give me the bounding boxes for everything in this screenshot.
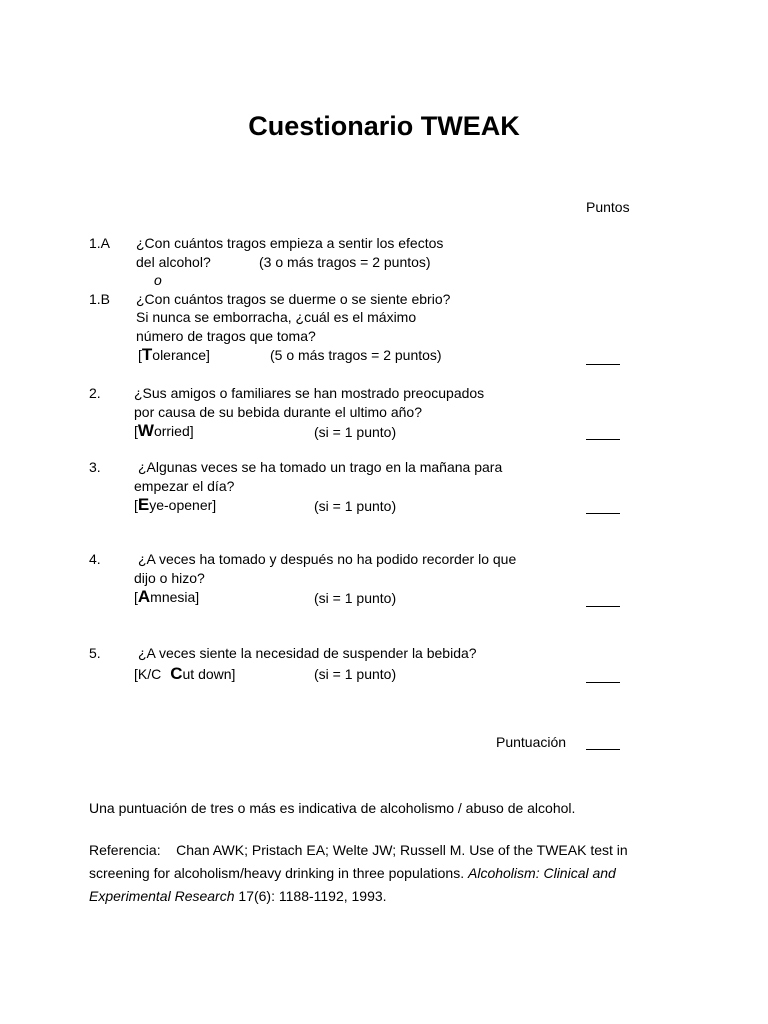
- or-connector: o: [154, 272, 162, 288]
- tag-letter: T: [141, 345, 153, 364]
- q2-line-1: ¿Sus amigos o familiares se han mostrado preocupados: [134, 385, 485, 401]
- points-header: Puntos: [586, 199, 630, 215]
- tag-word: orried]: [153, 423, 194, 439]
- q2-number: 2.: [89, 385, 101, 401]
- total-score-label: Puntuación: [496, 734, 567, 750]
- reference-label: Referencia:: [89, 842, 161, 858]
- q4-points-blank: [586, 592, 620, 611]
- q4-line-2: dijo o hizo?: [134, 570, 205, 586]
- q2-points-blank: [586, 425, 620, 444]
- reference-volume: 17(6): 1188-1192, 1993.: [238, 888, 387, 904]
- reference-citation: Chan AWK; Pristach EA; Welte JW; Russell M. Use of the TWEAK test in screening for alcoholism/heavy drinking in three populations.: [89, 842, 628, 881]
- q3-score-rule: (si = 1 punto): [314, 498, 397, 514]
- q1b-number: 1.B: [89, 291, 111, 307]
- tag-bracket: [K/C: [134, 666, 162, 682]
- q1a-line-1: ¿Con cuántos tragos empieza a sentir los efectos: [136, 235, 444, 251]
- q3-line-2: empezar el día?: [134, 478, 235, 494]
- q3-points-blank: [586, 499, 620, 518]
- q3-line-1: ¿Algunas veces se ha tomado un trago en la mañana para: [138, 459, 503, 475]
- interpretation-text: Una puntuación de tres o más es indicativa de alcoholismo / abuso de alcohol.: [89, 800, 576, 816]
- tag-letter: A: [137, 587, 151, 606]
- q4-line-1: ¿A veces ha tomado y después no ha podido recorder lo que: [138, 551, 517, 567]
- tag-word: mnesia]: [150, 589, 200, 605]
- reference-paragraph: [89, 839, 679, 908]
- page-title: Cuestionario TWEAK: [248, 111, 520, 141]
- q5-number: 5.: [89, 645, 101, 661]
- reference-journal: Alcoholism: Clinical and Experimental Research: [89, 865, 616, 904]
- tag-bracket: [: [134, 423, 138, 439]
- q1a-line-2: del alcohol?: [136, 254, 211, 270]
- tag-letter: W: [137, 421, 154, 440]
- tag-word: ye-opener]: [149, 497, 217, 513]
- q4-tag: [134, 588, 199, 606]
- q2-score-rule: (si = 1 punto): [314, 424, 397, 440]
- tag-word: olerance]: [152, 347, 210, 363]
- total-score-blank: [586, 735, 620, 754]
- q3-number: 3.: [89, 459, 101, 475]
- q5-line-1: ¿A veces siente la necesidad de suspender la bebida?: [138, 645, 477, 661]
- q1b-tag: [138, 346, 210, 364]
- q5-tag: [134, 665, 235, 683]
- tag-bracket: [: [134, 589, 138, 605]
- q4-number: 4.: [89, 551, 101, 567]
- q4-score-rule: (si = 1 punto): [314, 590, 397, 606]
- q1b-line-1: ¿Con cuántos tragos se duerme o se siente ebrio?: [136, 291, 451, 307]
- q2-tag: [134, 422, 194, 440]
- tag-bracket: [: [134, 497, 138, 513]
- q1b-line-2: Si nunca se emborracha, ¿cuál es el máximo: [136, 309, 417, 325]
- q1a-score-rule: (3 o más tragos = 2 puntos): [259, 254, 431, 270]
- q2-line-2: por causa de su bebida durante el ultimo año?: [134, 404, 422, 420]
- q5-points-blank: [586, 668, 620, 687]
- tag-bracket: [: [138, 347, 142, 363]
- q1b-line-3: número de tragos que toma?: [136, 328, 316, 344]
- q1-points-blank: [586, 350, 620, 369]
- tag-word: ut down]: [182, 666, 236, 682]
- q5-score-rule: (si = 1 punto): [314, 666, 397, 682]
- q1a-number: 1.A: [89, 235, 111, 251]
- q3-tag: [134, 496, 216, 514]
- q1b-score-rule: (5 o más tragos = 2 puntos): [270, 347, 442, 363]
- tag-letter: C: [170, 664, 183, 683]
- tag-letter: E: [137, 495, 150, 514]
